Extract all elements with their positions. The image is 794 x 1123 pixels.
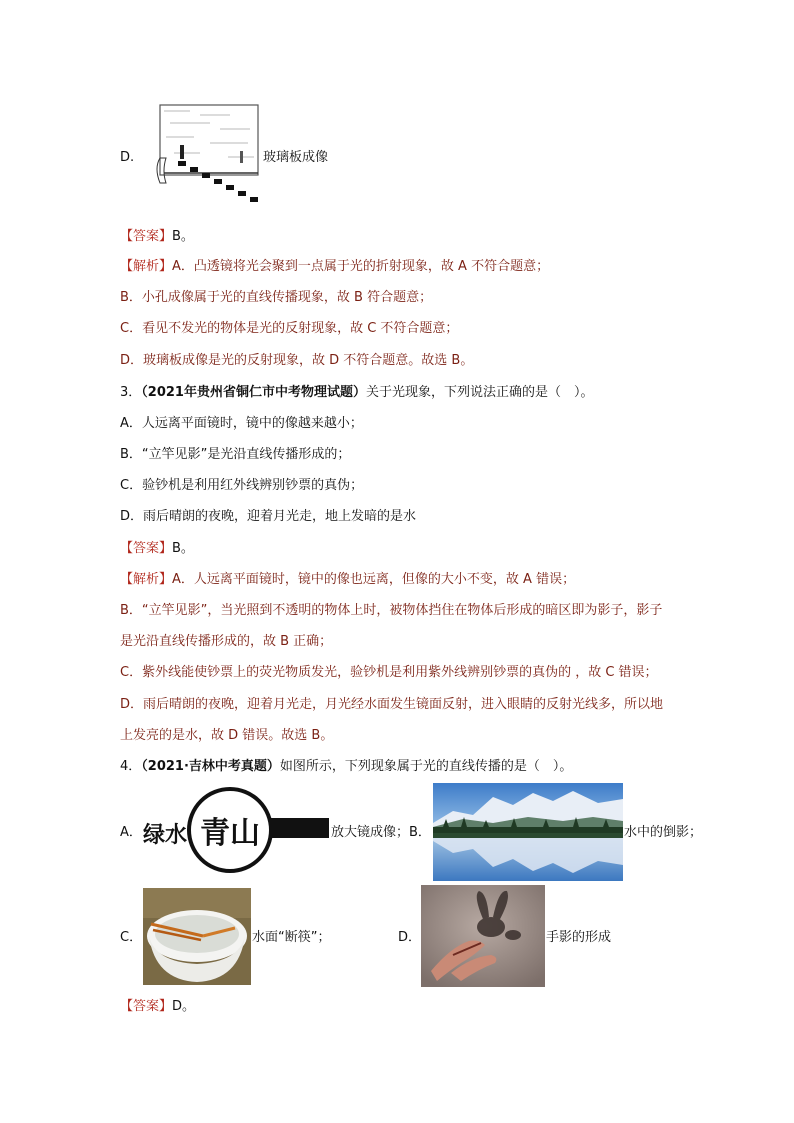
question-stem: 关于光现象，下列说法正确的是（ ）。 [365, 385, 594, 400]
q3-analysis-line-6: 上发亮的是水，故 D 错误。故选 B。 [120, 728, 334, 743]
hand-shadow-image [421, 885, 545, 987]
analysis-tag: 【解析】 [120, 572, 173, 587]
analysis-text: A．人远离平面镜时，镜中的像也远离，但像的大小不变，故 A 错误； [172, 572, 576, 587]
q3-option-d: D．雨后晴朗的夜晚，迎着月光走，地上发暗的是水 [120, 509, 417, 524]
q4-option-c-letter: C． [120, 930, 143, 945]
magnifier-outer-text: 绿水 [143, 823, 188, 848]
question-number: 4． [120, 759, 142, 774]
option-d-caption: 玻璃板成像 [263, 150, 329, 165]
question-source: （2021年贵州省铜仁市中考物理试题） [141, 385, 366, 400]
glass-plate-image [150, 103, 262, 211]
magnifier-image [143, 786, 331, 876]
answer-value: D。 [172, 999, 196, 1014]
q3-option-a: A．人远离平面镜时，镜中的像越来越小； [120, 416, 363, 431]
q3-analysis-line-5: D．雨后晴朗的夜晚，迎着月光走，月光经水面发生镜面反射，进入眼睛的反射光线多，所以地 [120, 697, 664, 712]
q4-option-d-letter: D． [398, 930, 422, 945]
q3-stem [120, 384, 593, 402]
question-stem: 如图所示，下列现象属于光的直线传播的是（ ）。 [279, 759, 573, 774]
chopsticks-bowl-image [143, 888, 251, 985]
q4-option-a-letter: A． [120, 825, 142, 840]
q2-analysis-line-1 [120, 258, 549, 276]
q2-analysis-line-3: C．看见不发光的物体是光的反射现象，故 C 不符合题意； [120, 321, 459, 336]
q2-answer [120, 228, 194, 246]
q3-analysis-line-1 [120, 571, 575, 589]
magnifier-inner-text: 青山 [200, 816, 260, 851]
q2-analysis-line-4: D．玻璃板成像是光的反射现象，故 D 不符合题意。故选 B。 [120, 353, 474, 368]
q4-option-c-caption: 水面“断筷”； [252, 930, 331, 945]
question-number: 3． [120, 385, 142, 400]
answer-tag: 【答案】 [120, 541, 173, 556]
analysis-tag: 【解析】 [120, 259, 173, 274]
q4-answer [120, 998, 195, 1016]
q3-option-c: C．验钞机是利用红外线辨别钞票的真伪； [120, 478, 364, 493]
question-source: （2021·吉林中考真题） [141, 759, 280, 774]
q3-analysis-line-4: C．紫外线能使钞票上的荧光物质发光，验钞机是利用紫外线辨别钞票的真伪的 ，故 C 错误； [120, 665, 658, 680]
magnifier-lens [187, 787, 273, 873]
q3-option-b: B．“立竿见影”是光沿直线传播形成的； [120, 447, 351, 462]
magnifier-handle [271, 818, 329, 838]
q4-option-d-caption: 手影的形成 [546, 930, 612, 945]
q3-answer [120, 540, 194, 558]
q2-analysis-line-2: B．小孔成像属于光的直线传播现象，故 B 符合题意； [120, 290, 433, 305]
answer-value: B。 [172, 229, 194, 244]
option-d-letter: D. [120, 150, 135, 165]
answer-tag: 【答案】 [120, 999, 173, 1014]
q3-analysis-line-2: B．“立竿见影”，当光照到不透明的物体上时，被物体挡住在物体后形成的暗区即为影子，影子 [120, 603, 663, 618]
q3-analysis-line-3: 是光沿直线传播形成的，故 B 正确； [120, 634, 333, 649]
answer-value: B。 [172, 541, 194, 556]
reflection-image [433, 783, 623, 881]
answer-tag: 【答案】 [120, 229, 173, 244]
q4-stem [120, 758, 572, 776]
analysis-text: A．凸透镜将光会聚到一点属于光的折射现象，故 A 不符合题意； [172, 259, 550, 274]
q4-option-a-caption: 放大镜成像；B． [331, 825, 431, 840]
q4-option-b-caption: 水中的倒影； [624, 825, 703, 840]
